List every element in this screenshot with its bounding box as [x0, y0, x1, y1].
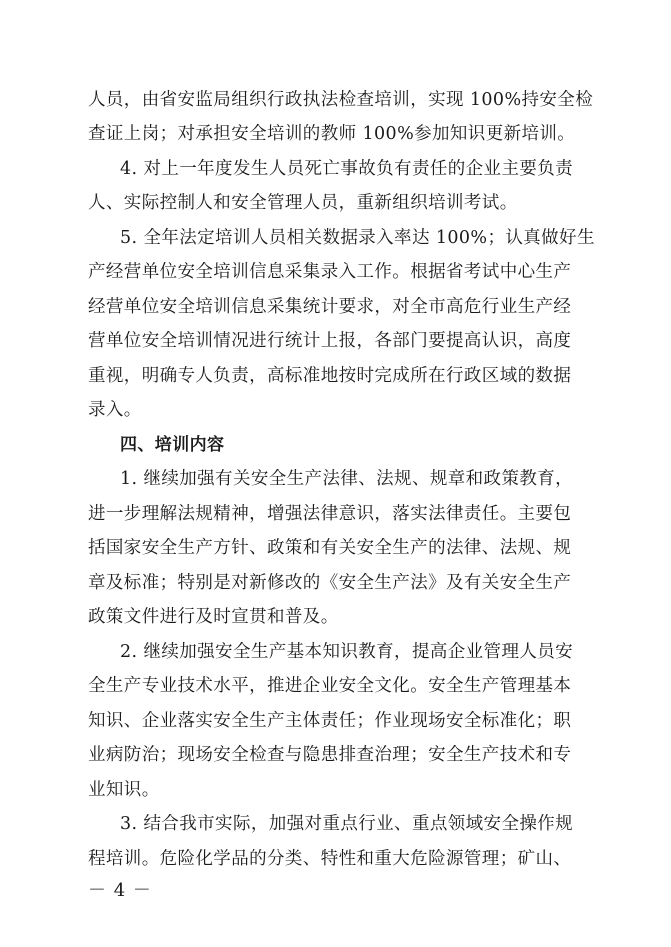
text-line: 业病防治；现场安全检查与隐患排查治理；安全生产技术和专 — [88, 745, 572, 765]
text-line: 进一步理解法规精神，增强法律意识，落实法律责任。主要包 — [88, 504, 572, 524]
text-line: 2. 继续加强安全生产基本知识教育，提高企业管理人员安 — [120, 642, 574, 662]
text-line: 查证上岗；对承担安全培训的教师 100%参加知识更新培训。 — [88, 124, 576, 144]
text-line: 录入。 — [88, 400, 142, 420]
section-heading: 四、培训内容 — [120, 435, 225, 455]
text-line: 人员，由省安监局组织行政执法检查培训，实现 100%持安全检 — [88, 90, 594, 110]
text-line: 5. 全年法定培训人员相关数据录入率达 100%；认真做好生 — [120, 228, 595, 248]
text-line: 知识、企业落实安全生产主体责任；作业现场安全标准化；职 — [88, 711, 572, 731]
text-line: 程培训。危险化学品的分类、特性和重大危险源管理；矿山、 — [88, 849, 572, 869]
text-line: 4. 对上一年度发生人员死亡事故负有责任的企业主要负责 — [120, 159, 574, 179]
text-line: 业知识。 — [88, 780, 160, 800]
text-line: 重视，明确专人负责，高标准地按时完成所在行政区域的数据 — [88, 366, 572, 386]
text-line: 全生产专业技术水平，推进企业安全文化。安全生产管理基本 — [88, 676, 572, 696]
text-line: 章及标准；特别是对新修改的《安全生产法》及有关安全生产 — [88, 573, 572, 593]
text-line: 营单位安全培训情况进行统计上报，各部门要提高认识，高度 — [88, 331, 572, 351]
text-line: 人、实际控制人和安全管理人员，重新组织培训考试。 — [88, 193, 518, 213]
text-line: 3. 结合我市实际，加强对重点行业、重点领域安全操作规 — [120, 814, 574, 834]
text-line: 括国家安全生产方针、政策和有关安全生产的法律、法规、规 — [88, 538, 572, 558]
text-line: 经营单位安全培训信息采集统计要求，对全市高危行业生产经 — [88, 297, 572, 317]
page-number: － 4 － — [88, 880, 152, 901]
text-line: 政策文件进行及时宣贯和普及。 — [88, 607, 339, 627]
text-line: 1. 继续加强有关安全生产法律、法规、规章和政策教育， — [120, 469, 574, 489]
text-line: 产经营单位安全培训信息采集录入工作。根据省考试中心生产 — [88, 262, 572, 282]
